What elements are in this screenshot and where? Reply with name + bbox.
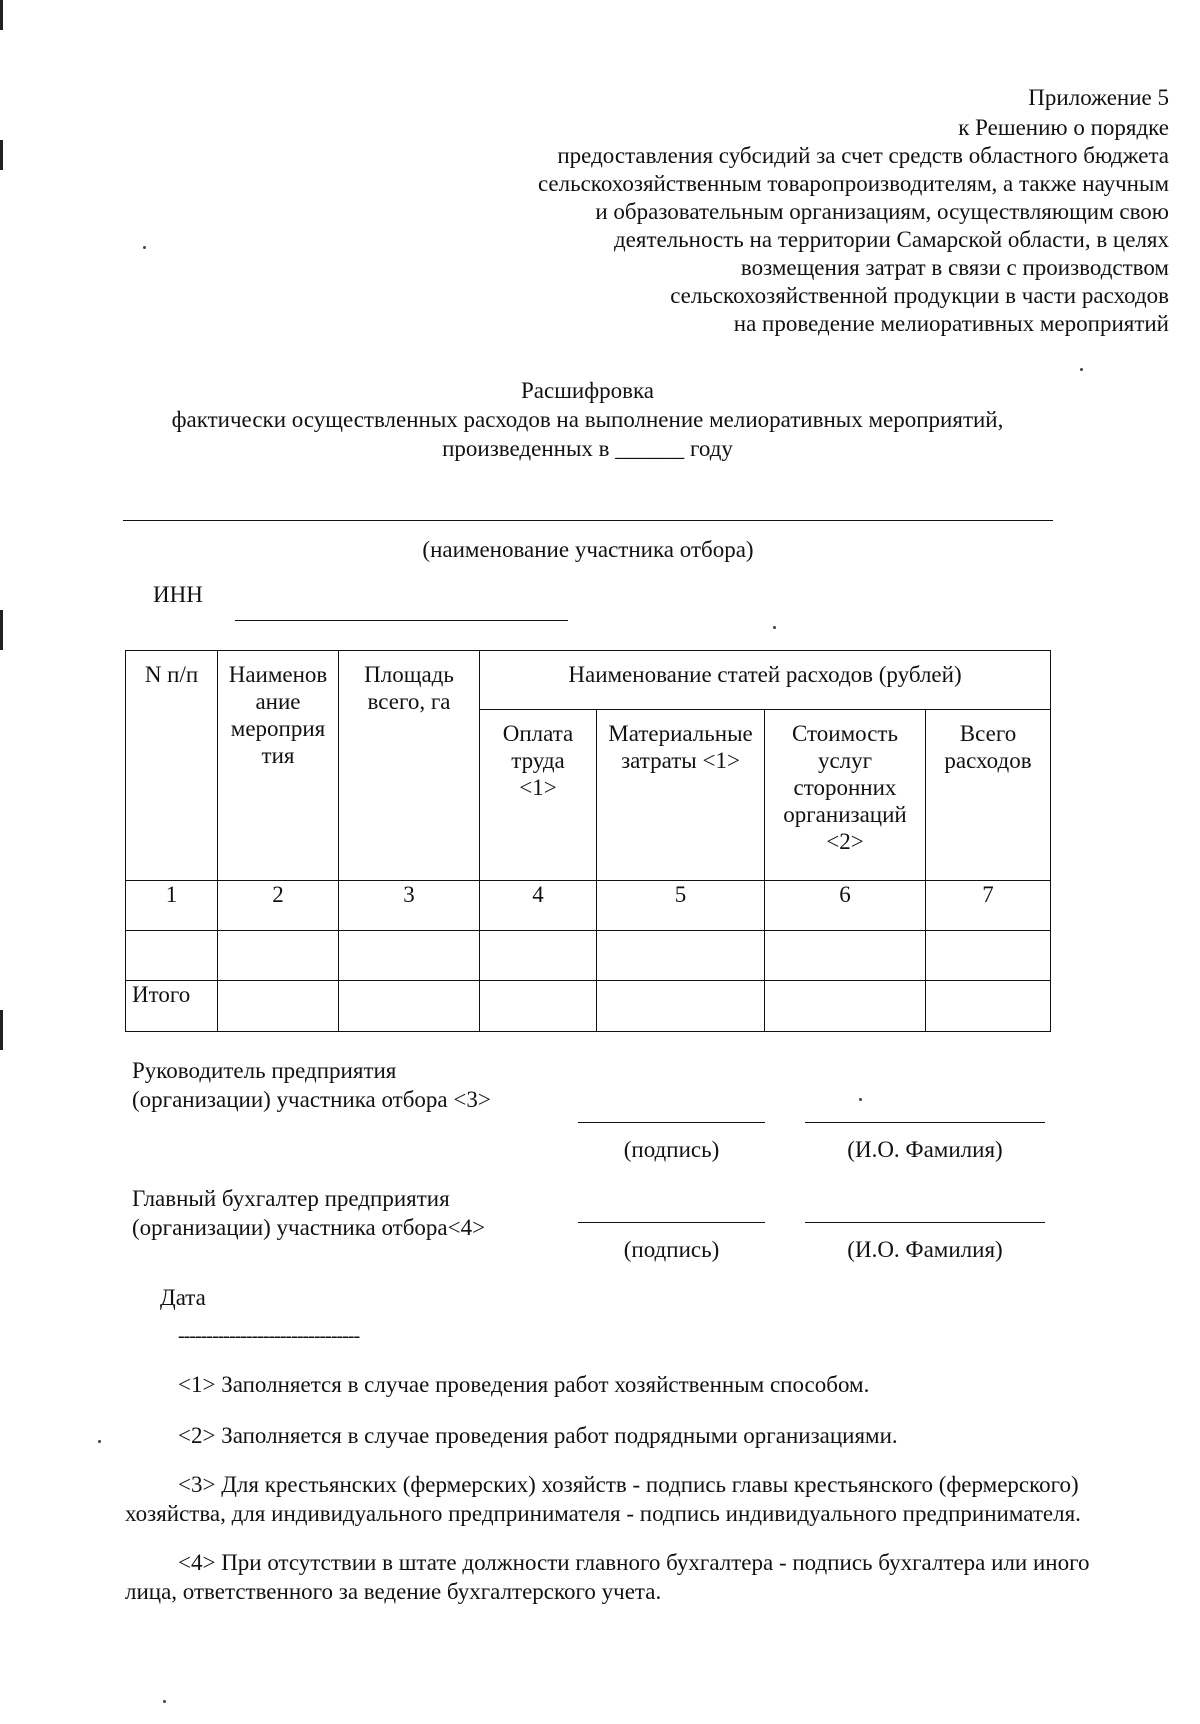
- table-row: [126, 931, 1051, 981]
- accountant-signature-caption: (подпись): [623, 1237, 720, 1262]
- header-line: предоставления субсидий за счет средств областного бюджета: [557, 143, 1169, 168]
- inn-label: ИНН: [153, 582, 203, 607]
- scan-speck: [1080, 368, 1083, 371]
- footnote-4-line2: лица, ответственного за ведение бухгалтерского учета.: [125, 1579, 662, 1604]
- table-cell: [480, 981, 597, 1032]
- head-title-line1: Руководитель предприятия: [132, 1058, 397, 1083]
- table-cell: [765, 931, 926, 981]
- header-services: Стоимость услуг сторонних организаций <2>: [765, 710, 926, 881]
- head-name-caption: (И.О. Фамилия): [847, 1137, 1003, 1162]
- head-signature-caption: (подпись): [623, 1137, 720, 1162]
- document-title: Расшифровка: [520, 378, 655, 403]
- column-number: 4: [480, 881, 597, 931]
- header-labor: Оплата труда <1>: [480, 710, 597, 881]
- document-year-line: произведенных в ______ году: [442, 436, 733, 461]
- head-name-line: [805, 1122, 1045, 1123]
- appendix-number: Приложение 5: [1028, 85, 1169, 110]
- table-cell: [926, 931, 1051, 981]
- scan-speck: [773, 626, 776, 629]
- scan-speck: [859, 1098, 862, 1101]
- column-number: 5: [597, 881, 765, 931]
- table-cell: [480, 931, 597, 981]
- accountant-name-line: [805, 1222, 1045, 1223]
- header-line: возмещения затрат в связи с производством: [740, 255, 1169, 280]
- scan-edge-mark: [0, 1010, 3, 1050]
- table-cell: [597, 931, 765, 981]
- inn-line: [235, 620, 568, 621]
- table-cell: [926, 981, 1051, 1032]
- scan-speck: [98, 1440, 101, 1443]
- accountant-title-line1: Главный бухгалтер предприятия: [132, 1186, 450, 1211]
- table-cell: [218, 981, 339, 1032]
- participant-name-line: [123, 520, 1053, 521]
- header-line: сельскохозяйственным товаропроизводителям, а также научным: [537, 171, 1169, 196]
- column-number: 3: [339, 881, 480, 931]
- head-signature-line: [578, 1122, 765, 1123]
- accountant-title-line2: (организации) участника отбора<4>: [132, 1215, 486, 1240]
- scan-speck: [143, 246, 146, 249]
- footnote-4-line1: <4> При отсутствии в штате должности главного бухгалтера - подпись бухгалтера или иного: [178, 1550, 1090, 1575]
- header-measure-name: Наименов ание мероприя тия: [218, 651, 339, 881]
- header-total-expenses: Всего расходов: [926, 710, 1051, 881]
- table-cell: [339, 981, 480, 1032]
- column-number: 6: [765, 881, 926, 931]
- header-num: N п/п: [126, 651, 218, 881]
- table-cell: [597, 981, 765, 1032]
- table-cell: [339, 931, 480, 981]
- table-cell: [218, 931, 339, 981]
- scan-edge-mark: [0, 0, 3, 30]
- header-expense-items: Наименование статей расходов (рублей): [480, 651, 1051, 710]
- expenses-table: [125, 650, 1051, 1032]
- footnote-2: <2> Заполняется в случае проведения работ подрядными организациями.: [178, 1423, 898, 1448]
- header-area: Площадь всего, га: [339, 651, 480, 881]
- header-line: к Решению о порядке: [958, 115, 1169, 140]
- header-line: на проведение мелиоративных мероприятий: [733, 311, 1169, 336]
- table-cell: [126, 931, 218, 981]
- head-title-line2: (организации) участника отбора <3>: [132, 1087, 491, 1112]
- column-number: 7: [926, 881, 1051, 931]
- header-material: Материальные затраты <1>: [597, 710, 765, 881]
- header-line: деятельность на территории Самарской области, в целях: [613, 227, 1169, 252]
- header-line: и образовательным организациям, осуществляющим свою: [595, 199, 1169, 224]
- footnote-3-line1: <3> Для крестьянских (фермерских) хозяйств - подпись главы крестьянского (фермерского): [178, 1472, 1079, 1497]
- accountant-signature-line: [578, 1222, 765, 1223]
- total-row: [126, 981, 1051, 1032]
- total-label: Итого: [126, 981, 218, 1032]
- table-cell: [765, 981, 926, 1032]
- scan-speck: [163, 1700, 166, 1703]
- column-numbers-row: [126, 881, 1051, 931]
- accountant-name-caption: (И.О. Фамилия): [847, 1237, 1003, 1262]
- date-label: Дата: [160, 1285, 206, 1310]
- header-line: сельскохозяйственной продукции в части расходов: [670, 283, 1169, 308]
- footnote-1: <1> Заполняется в случае проведения работ хозяйственным способом.: [178, 1372, 870, 1397]
- date-line: --------------------------------: [178, 1325, 360, 1347]
- participant-name-caption: (наименование участника отбора): [422, 537, 754, 562]
- column-number: 2: [218, 881, 339, 931]
- scan-edge-mark: [0, 610, 3, 650]
- column-number: 1: [126, 881, 218, 931]
- document-subtitle: фактически осуществленных расходов на выполнение мелиоративных мероприятий,: [171, 407, 1004, 432]
- footnote-3-line2: хозяйства, для индивидуального предпринимателя - подпись индивидуального предпринимателя.: [125, 1501, 1081, 1526]
- scan-edge-mark: [0, 140, 3, 170]
